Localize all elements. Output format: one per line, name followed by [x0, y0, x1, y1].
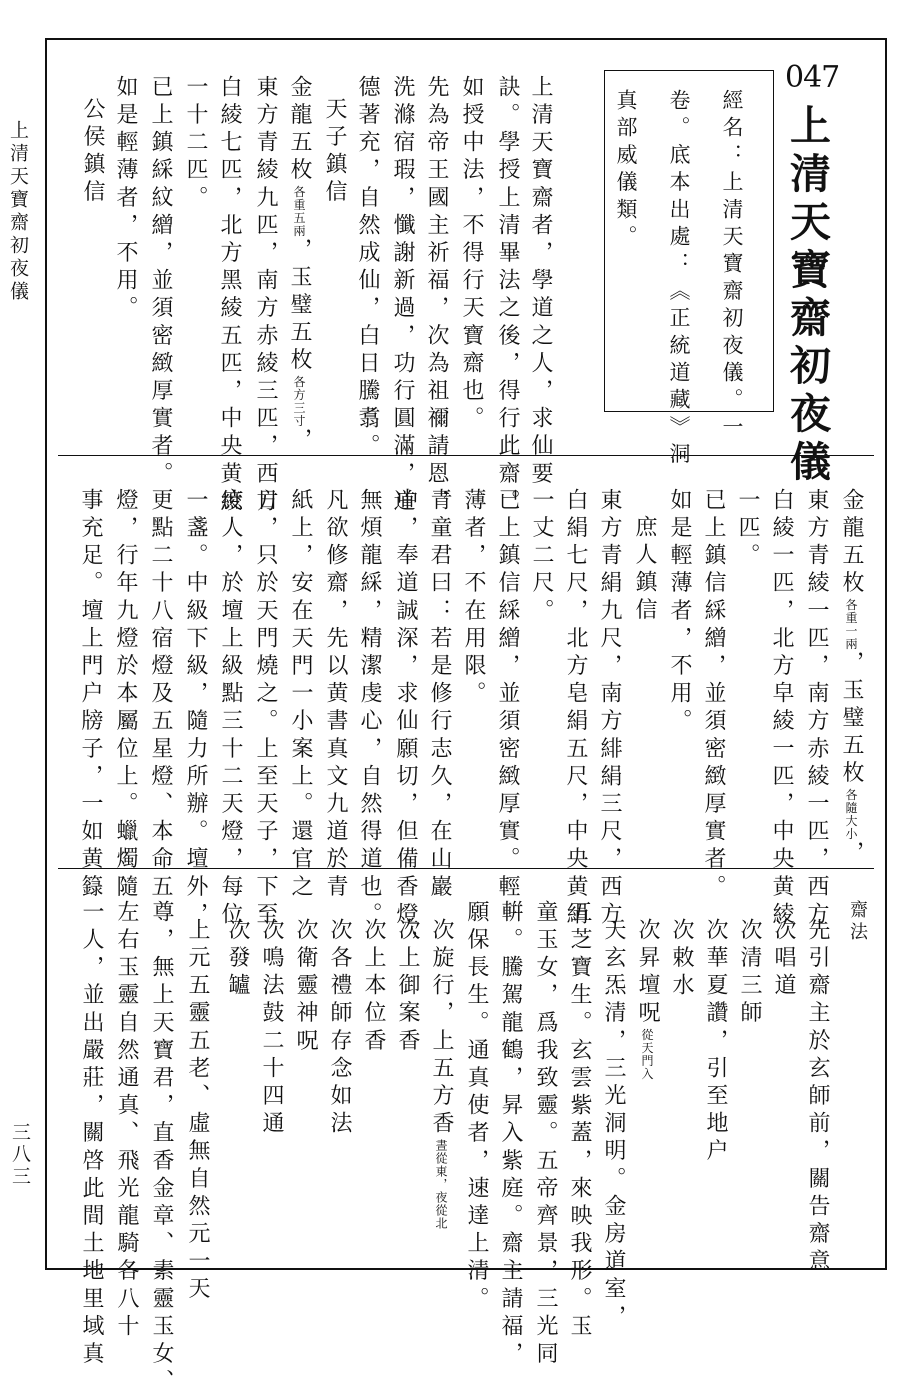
- text-column: 上清天寶齋者，學道之人，求仙要: [528, 75, 553, 489]
- text-column: 白綾一匹，北方皁綾一匹，中央黄綾: [769, 488, 794, 930]
- text-column: 天玄炁清，三光洞明。金房道室，: [601, 918, 626, 1332]
- section-heading: 天子鎮信: [322, 97, 347, 208]
- text-column: 左右玉靈自然通真、飛光龍騎各八十: [114, 900, 139, 1342]
- text-column: 如是輕薄者，不用。: [667, 488, 692, 737]
- running-title: 上清天寶齋初夜儀: [7, 120, 29, 304]
- text-column: 次鳴法鼓二十四通: [259, 918, 284, 1139]
- text-column: 次敕水: [669, 918, 694, 1001]
- divider-lower: [58, 868, 874, 869]
- text-column: 白綾七匹，北方黑綾五匹，中央黄綾: [217, 75, 242, 517]
- text-column: 洗滌宿瑕，懺謝新過，功行圓滿，道: [390, 75, 415, 517]
- main-text: 次昇壇呪: [635, 918, 660, 1029]
- text-column: 願保長生。通真使者，速達上清。: [464, 900, 489, 1314]
- text-title: 上清天寶齋初夜儀: [783, 104, 831, 488]
- main-text: ，玉璧五枚: [287, 237, 312, 376]
- text-column: 次唱道: [771, 918, 796, 1001]
- text-column: [430, 918, 452, 1230]
- text-column: 次發罏: [225, 918, 250, 1001]
- text-column: 先為帝王國主祈福，次為祖禰請恩，: [424, 75, 449, 517]
- text-column: 輧。騰駕龍鶴，昇入紫庭。齋主請福，: [498, 900, 523, 1370]
- text-column: 東方青綾一匹，南方赤綾一匹，西方: [804, 488, 829, 930]
- annotation-note: 從天門入: [640, 1028, 654, 1081]
- text-column: 次上御案香: [395, 918, 420, 1056]
- main-text: ，: [287, 427, 312, 456]
- text-column: [288, 75, 310, 455]
- text-column: 尊，無上天寶君，直香金章、素靈玉女、: [149, 900, 174, 1397]
- text-column: 先引齋主於玄師前，關告齋意: [805, 918, 830, 1277]
- metadata-line: 真部威儀類。: [614, 89, 638, 253]
- divider-upper: [58, 455, 874, 456]
- text-column: 次各禮師存念如法: [327, 918, 352, 1139]
- main-text: 金龍五枚: [839, 488, 864, 599]
- text-column: 次衛靈神呪: [293, 918, 318, 1056]
- main-text: 次旋行，上五方香: [429, 918, 454, 1139]
- text-column: 青童君曰：若是修行志久，在山巖: [427, 488, 452, 902]
- text-column: 一盞。中級下級，隨力所辦。壇外，: [183, 488, 208, 930]
- text-column: 已上鎮綵紋繒，並須密緻厚實者。: [148, 75, 173, 489]
- metadata-box: [604, 70, 774, 470]
- text-column: 無煩龍綵，精潔虔心，自然得道也。: [357, 488, 382, 930]
- metadata-line: 卷。底本出處：《正統道藏》洞: [667, 89, 691, 470]
- text-column: 燈，行年九燈於本屬位上。蠟燭隨: [113, 488, 138, 902]
- text-number: 047: [785, 60, 840, 95]
- text-column: 一十二匹。: [183, 75, 208, 213]
- text-column: 東方青絹九尺，南方緋絹三尺，西方: [597, 488, 622, 930]
- text-column: 已上鎮信綵繒，並須密緻厚實。輕: [495, 488, 520, 902]
- page-number: 三八三: [9, 1122, 31, 1188]
- annotation-note: 各重一兩: [844, 598, 858, 651]
- section-heading: 公侯鎮信: [80, 97, 105, 208]
- text-column: 事充足。壇上門户牓子，一如黄籙: [78, 488, 103, 902]
- text-column: 一人，並出嚴莊，關啓此間土地里域真: [79, 900, 104, 1370]
- text-column: 一匹。: [735, 488, 760, 571]
- text-column: 如是輕薄者，不用。: [113, 75, 138, 324]
- text-column: 童玉女，爲我致靈。五帝齊景，三光同: [533, 900, 558, 1370]
- annotation-note: 各隨大小: [844, 788, 858, 841]
- text-column: 凡欲修齋，先以黄書真文九道於青: [323, 488, 348, 902]
- text-column: 一丈二尺。: [529, 488, 554, 626]
- main-text: ，: [839, 840, 864, 869]
- text-column: 日，只於天門燒之。上至天子，下至: [253, 488, 278, 930]
- text-column: 如授中法，不得行天寶齋也。: [459, 75, 484, 434]
- annotation-note: 晝從東，夜從北: [434, 1138, 448, 1230]
- text-column: 上元五靈五老、虛無自然元一天: [185, 918, 210, 1305]
- text-column: 東方青綾九匹，南方赤綾三匹，西方: [253, 75, 278, 517]
- text-column: 訣。學授上清畢法之後，得行此齋。: [495, 75, 520, 517]
- section-label: 齋法: [847, 900, 868, 944]
- text-column: 次上本位香: [361, 918, 386, 1056]
- text-column: [636, 918, 658, 1080]
- section-heading: 庶人鎮信: [632, 515, 657, 626]
- metadata-line: 經名：上清天寶齋初夜儀。一: [720, 89, 744, 443]
- text-column: 五芝寶生。玄雲紫蓋，來映我形。玉: [567, 900, 592, 1342]
- main-text: 金龍五枚: [287, 75, 312, 186]
- text-column: 次華夏讚，引至地户: [703, 918, 728, 1167]
- text-column: 中，奉道誠深，求仙願切，但備香燈，: [393, 488, 418, 958]
- text-column: 已上鎮信綵繒，並須密緻厚實者。: [701, 488, 726, 902]
- annotation-note: 各重五兩: [292, 185, 306, 238]
- annotation-note: 各方三寸: [292, 375, 306, 428]
- text-column: 庶人，於壇上級點三十二天燈，每位: [218, 488, 243, 930]
- text-column: 更點二十八宿燈及五星燈、本命五: [148, 488, 173, 902]
- main-text: ，玉璧五枚: [839, 650, 864, 789]
- text-column: 紙上，安在天門一小案上。還官之: [288, 488, 313, 902]
- text-column: 次清三師: [737, 918, 762, 1029]
- text-column: [840, 488, 862, 868]
- text-column: 德著充，自然成仙，白日騰翥。: [355, 75, 380, 462]
- text-column: 薄者，不在用限。: [461, 488, 486, 709]
- text-column: 白絹七尺，北方皂絹五尺，中央黄絹: [563, 488, 588, 930]
